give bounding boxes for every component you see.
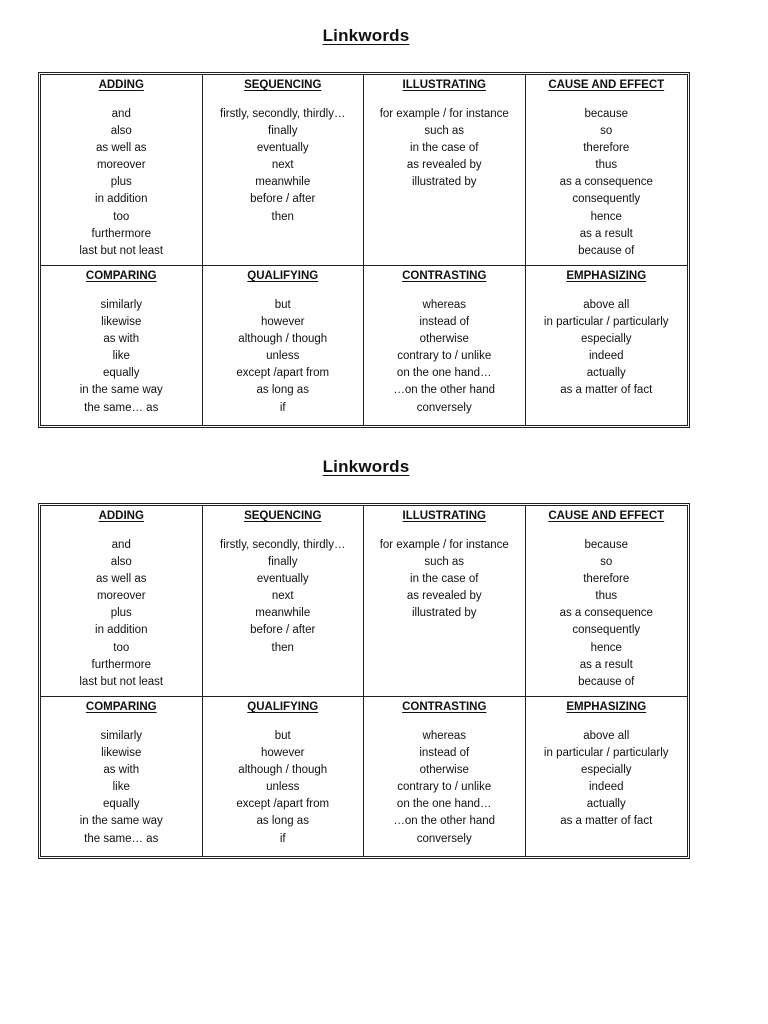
category-heading: COMPARING <box>85 701 157 713</box>
category-cell <box>364 697 526 856</box>
linkword-item: in the case of <box>410 142 479 155</box>
linkword-item: as a result <box>579 658 633 671</box>
category-cell <box>364 266 526 425</box>
linkword-item: thus <box>595 590 618 603</box>
linkword-item: the same… as <box>84 401 159 414</box>
linkword-item: like <box>112 350 130 363</box>
linkword-item: last but not least <box>79 675 164 688</box>
linkword-item: in the case of <box>410 573 479 586</box>
linkword-item: furthermore <box>91 227 151 240</box>
linkword-item: the same… as <box>84 832 159 845</box>
linkword-item: such as <box>424 556 465 569</box>
linkword-item: however <box>261 747 305 760</box>
linkword-item: so <box>600 556 613 569</box>
linkword-item: in addition <box>95 193 148 206</box>
linkword-item: contrary to / unlike <box>397 350 492 363</box>
category-heading: ILLUSTRATING <box>402 510 486 522</box>
linkword-item: instead of <box>419 316 470 329</box>
linkword-item: otherwise <box>419 333 469 346</box>
linkword-item: equally <box>103 798 140 811</box>
linkword-list <box>41 106 202 260</box>
category-cell <box>526 266 688 425</box>
linkword-item: moreover <box>96 159 146 172</box>
linkword-list <box>203 728 364 848</box>
linkword-item: if <box>279 832 286 845</box>
linkword-item: on the one hand… <box>396 798 492 811</box>
linkword-item: equally <box>103 367 140 380</box>
category-cell <box>364 75 526 266</box>
linkword-item: although / though <box>238 764 328 777</box>
linkword-item: as a matter of fact <box>560 384 653 397</box>
linkword-list <box>203 297 364 417</box>
linkword-item: above all <box>583 730 630 742</box>
linkword-item: as well as <box>96 142 147 155</box>
linkword-list <box>364 297 525 417</box>
linkword-item: moreover <box>96 590 146 603</box>
linkword-item: whereas <box>422 730 466 742</box>
linkword-item: indeed <box>588 350 624 363</box>
category-heading: SEQUENCING <box>244 510 322 522</box>
category-cell <box>41 506 203 697</box>
linkword-item: like <box>112 781 130 794</box>
linkword-item: as long as <box>256 815 309 828</box>
linkword-list <box>203 106 364 226</box>
category-heading: CONTRASTING <box>402 701 487 713</box>
linkword-item: above all <box>583 299 630 311</box>
category-heading: QUALIFYING <box>247 701 319 713</box>
linkword-item: contrary to / unlike <box>397 781 492 794</box>
page-title: Linkwords <box>322 457 410 476</box>
linkword-item: illustrated by <box>411 176 477 189</box>
linkword-item: indeed <box>588 781 624 794</box>
linkword-item: as a matter of fact <box>560 815 653 828</box>
linkword-list <box>526 297 688 400</box>
linkword-item: however <box>261 316 305 329</box>
linkword-item: as well as <box>96 573 147 586</box>
linkword-item: similarly <box>100 299 143 311</box>
linkword-item: but <box>274 730 291 742</box>
linkwords-table <box>38 503 690 859</box>
category-cell <box>41 266 203 425</box>
linkword-list <box>526 728 688 831</box>
linkword-item: especially <box>581 333 632 346</box>
linkword-item: as with <box>103 764 140 777</box>
category-heading: CAUSE AND EFFECT <box>548 510 665 522</box>
category-heading: CONTRASTING <box>402 270 487 282</box>
linkword-item: in the same way <box>79 384 163 397</box>
linkword-item: too <box>113 641 130 654</box>
category-heading: SEQUENCING <box>244 79 322 91</box>
linkword-item: furthermore <box>91 658 151 671</box>
linkword-item: because of <box>578 244 635 257</box>
linkword-item: therefore <box>583 142 630 155</box>
category-heading: ADDING <box>98 510 144 522</box>
category-cell <box>203 506 365 697</box>
linkword-item: for example / for instance <box>379 539 509 551</box>
linkword-list <box>526 537 688 691</box>
linkword-item: although / though <box>238 333 328 346</box>
linkword-list <box>364 728 525 848</box>
linkwords-table <box>38 72 690 428</box>
category-heading: ADDING <box>98 79 144 91</box>
linkword-item: meanwhile <box>255 607 311 620</box>
linkword-item: unless <box>266 350 300 363</box>
category-cell <box>526 506 688 697</box>
linkword-item: as long as <box>256 384 309 397</box>
linkword-item: hence <box>590 641 622 654</box>
linkword-item: therefore <box>583 573 630 586</box>
category-cell <box>203 697 365 856</box>
linkword-item: hence <box>590 210 622 223</box>
linkword-item: …on the other hand <box>393 384 496 397</box>
linkword-item: plus <box>110 607 132 620</box>
linkword-item: plus <box>110 176 132 189</box>
page-title: Linkwords <box>322 26 410 45</box>
linkword-item: except /apart from <box>236 367 330 380</box>
linkword-item: last but not least <box>79 244 164 257</box>
linkword-list <box>41 297 202 417</box>
linkword-item: illustrated by <box>411 607 477 620</box>
linkword-item: such as <box>424 125 465 138</box>
linkword-item: unless <box>266 781 300 794</box>
linkword-item: likewise <box>101 316 142 329</box>
linkword-item: finally <box>268 125 298 138</box>
linkword-item: as a consequence <box>559 176 653 189</box>
linkword-item: because <box>584 108 628 120</box>
linkword-item: likewise <box>101 747 142 760</box>
linkword-item: instead of <box>419 747 470 760</box>
linkword-item: before / after <box>250 193 316 206</box>
linkword-item: actually <box>586 798 626 811</box>
category-heading: EMPHASIZING <box>566 701 647 713</box>
linkword-item: as revealed by <box>406 590 482 603</box>
linkword-item: consequently <box>572 193 641 206</box>
linkword-list <box>41 728 202 848</box>
linkword-item: and <box>111 108 131 120</box>
linkword-item: firstly, secondly, thirdly… <box>220 108 346 120</box>
category-cell <box>364 506 526 697</box>
linkword-list <box>364 106 525 191</box>
category-heading: EMPHASIZING <box>566 270 647 282</box>
linkword-item: conversely <box>416 401 472 414</box>
linkword-item: whereas <box>422 299 466 311</box>
linkword-item: especially <box>581 764 632 777</box>
linkword-item: next <box>271 590 294 603</box>
linkword-item: in addition <box>95 624 148 637</box>
linkword-item: because of <box>578 675 635 688</box>
linkword-item: if <box>279 401 286 414</box>
linkword-item: and <box>111 539 131 551</box>
category-cell <box>526 75 688 266</box>
linkword-item: on the one hand… <box>396 367 492 380</box>
linkword-item: then <box>271 641 294 654</box>
linkword-list <box>203 537 364 657</box>
category-heading: COMPARING <box>85 270 157 282</box>
linkword-item: actually <box>586 367 626 380</box>
linkword-item: also <box>110 556 132 569</box>
linkword-item: in particular / particularly <box>543 747 669 760</box>
linkword-item: firstly, secondly, thirdly… <box>220 539 346 551</box>
linkword-item: conversely <box>416 832 472 845</box>
linkword-item: similarly <box>100 730 143 742</box>
category-heading: QUALIFYING <box>247 270 319 282</box>
linkword-item: so <box>600 125 613 138</box>
linkword-item: too <box>113 210 130 223</box>
linkword-item: …on the other hand <box>393 815 496 828</box>
category-cell <box>203 75 365 266</box>
linkword-list <box>526 106 688 260</box>
linkword-item: in the same way <box>79 815 163 828</box>
linkword-item: eventually <box>256 573 309 586</box>
linkword-list <box>41 537 202 691</box>
linkword-item: next <box>271 159 294 172</box>
linkword-item: but <box>274 299 291 311</box>
category-heading: ILLUSTRATING <box>402 79 486 91</box>
linkword-item: also <box>110 125 132 138</box>
linkword-item: as revealed by <box>406 159 482 172</box>
category-cell <box>203 266 365 425</box>
linkword-item: finally <box>268 556 298 569</box>
linkword-item: then <box>271 210 294 223</box>
category-cell <box>526 697 688 856</box>
linkword-item: as a result <box>579 227 633 240</box>
linkword-item: eventually <box>256 142 309 155</box>
linkword-item: thus <box>595 159 618 172</box>
linkword-item: in particular / particularly <box>543 316 669 329</box>
linkword-item: except /apart from <box>236 798 330 811</box>
linkword-item: as a consequence <box>559 607 653 620</box>
linkword-item: because <box>584 539 628 551</box>
category-cell <box>41 697 203 856</box>
linkword-item: before / after <box>250 624 316 637</box>
category-cell <box>41 75 203 266</box>
linkword-list <box>364 537 525 622</box>
category-heading: CAUSE AND EFFECT <box>548 79 665 91</box>
linkword-item: as with <box>103 333 140 346</box>
linkword-item: for example / for instance <box>379 108 509 120</box>
linkword-item: meanwhile <box>255 176 311 189</box>
linkword-item: otherwise <box>419 764 469 777</box>
linkword-item: consequently <box>572 624 641 637</box>
